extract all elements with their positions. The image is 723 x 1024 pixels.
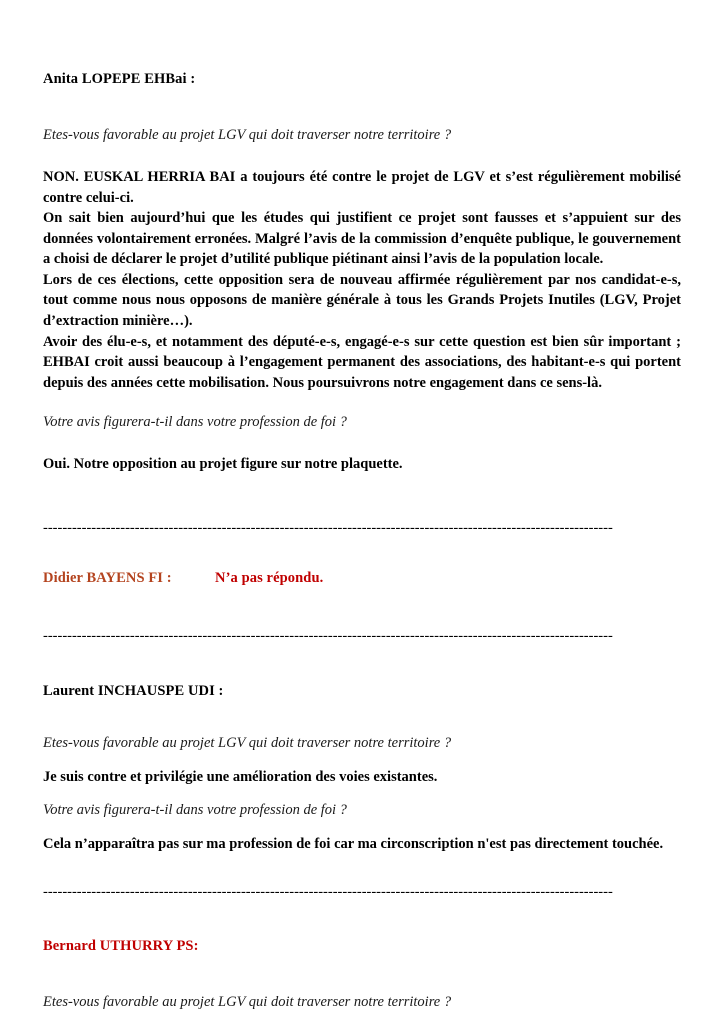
candidate-name-laurent-inchauspe: Laurent INCHAUSPE UDI : [43,682,224,699]
candidate-name-bernard-uthurry: Bernard UTHURRY PS: [43,938,199,955]
spacer [43,535,681,569]
spacer [43,88,681,126]
answer-anita-paragraph-1: NON. EUSKAL HERRIA BAI a toujours été contre le projet de LGV et s’est régulièrement mobilisé contre celui-ci. [43,168,681,206]
section-separator-3: ---------------------------------------------------------------------------------------------------------------------- [43,884,613,900]
spacer [43,820,681,834]
section-laurent-inchauspe [43,682,681,855]
section-bernard-uthurry [43,937,681,1012]
question-profession-foi-anita: Votre avis figurera-t-il dans votre profession de foi ? [43,414,347,431]
spacer [43,787,681,801]
answer-anita-paragraph-2: On sait bien aujourd’hui que les études qui justifient ce projet sont fausses et s’appuient sur des données volontairement erronées. Malgré l’avis de la commission d’enquête publique, le gouvernement a choisi de déclarer le projet d’utilité publique piétinant ainsi l’avis de la population locale. [43,210,681,268]
section-didier-bayens [43,569,681,587]
question-profession-foi-laurent: Votre avis figurera-t-il dans votre profession de foi ? [43,802,347,819]
spacer [43,145,681,167]
answer-anita-profession-foi: Oui. Notre opposition au projet figure sur notre plaquette. [43,456,403,473]
answer-anita-paragraph-3: Lors de ces élections, cette opposition sera de nouveau affirmée régulièrement par nos candidat-e-s, tout comme nous nous opposons de manière générale à tous les Grands Projets Inutiles (LGV, Projet d’extraction minière…). [43,271,681,330]
spacer [43,644,681,682]
question-lgv-favorable-laurent: Etes-vous favorable au projet LGV qui doit traverser notre territoire ? [43,735,452,751]
spacer [43,855,681,885]
candidate-row-didier-bayens [43,569,681,587]
answer-laurent-lgv: Je suis contre et privilégie une amélioration des voies existantes. [43,768,438,785]
answer-anita-paragraph-4: Avoir des élu-e-s, et notamment des député-e-s, engagé-e-s sur cette question est bien sûr important ; EHBAI croit aussi beaucoup à l’engagement permanent des associations, des habitant-e-s qui portent depuis des années cette mobilisation. Nous poursuivrons notre engagement dans ce sens-là. [43,333,681,391]
candidate-name-didier-bayens: Didier BAYENS FI : [43,570,172,587]
document-body [43,70,681,1012]
section-separator-1: ---------------------------------------------------------------------------------------------------------------------- [43,520,613,536]
spacer [43,955,681,993]
question-lgv-favorable-bernard: Etes-vous favorable au projet LGV qui doit traverser notre territoire ? [43,994,452,1011]
spacer [43,700,681,734]
spacer [43,753,681,767]
spacer [43,393,681,413]
spacer [43,432,681,454]
answer-laurent-profession-foi: Cela n’apparaîtra pas sur ma profession de foi car ma circonscription n'est pas directement touchée. [43,836,664,853]
spacer [43,475,681,521]
spacer [43,899,681,937]
section-anita-lopepe [43,70,681,475]
section-separator-2: ---------------------------------------------------------------------------------------------------------------------- [43,629,613,644]
candidate-name-anita-lopepe: Anita LOPEPE EHBai : [43,71,196,87]
spacer [43,587,681,629]
no-reply-label-didier-bayens: N’a pas répondu. [215,570,324,587]
question-lgv-favorable-anita: Etes-vous favorable au projet LGV qui doit traverser notre territoire ? [43,127,452,144]
